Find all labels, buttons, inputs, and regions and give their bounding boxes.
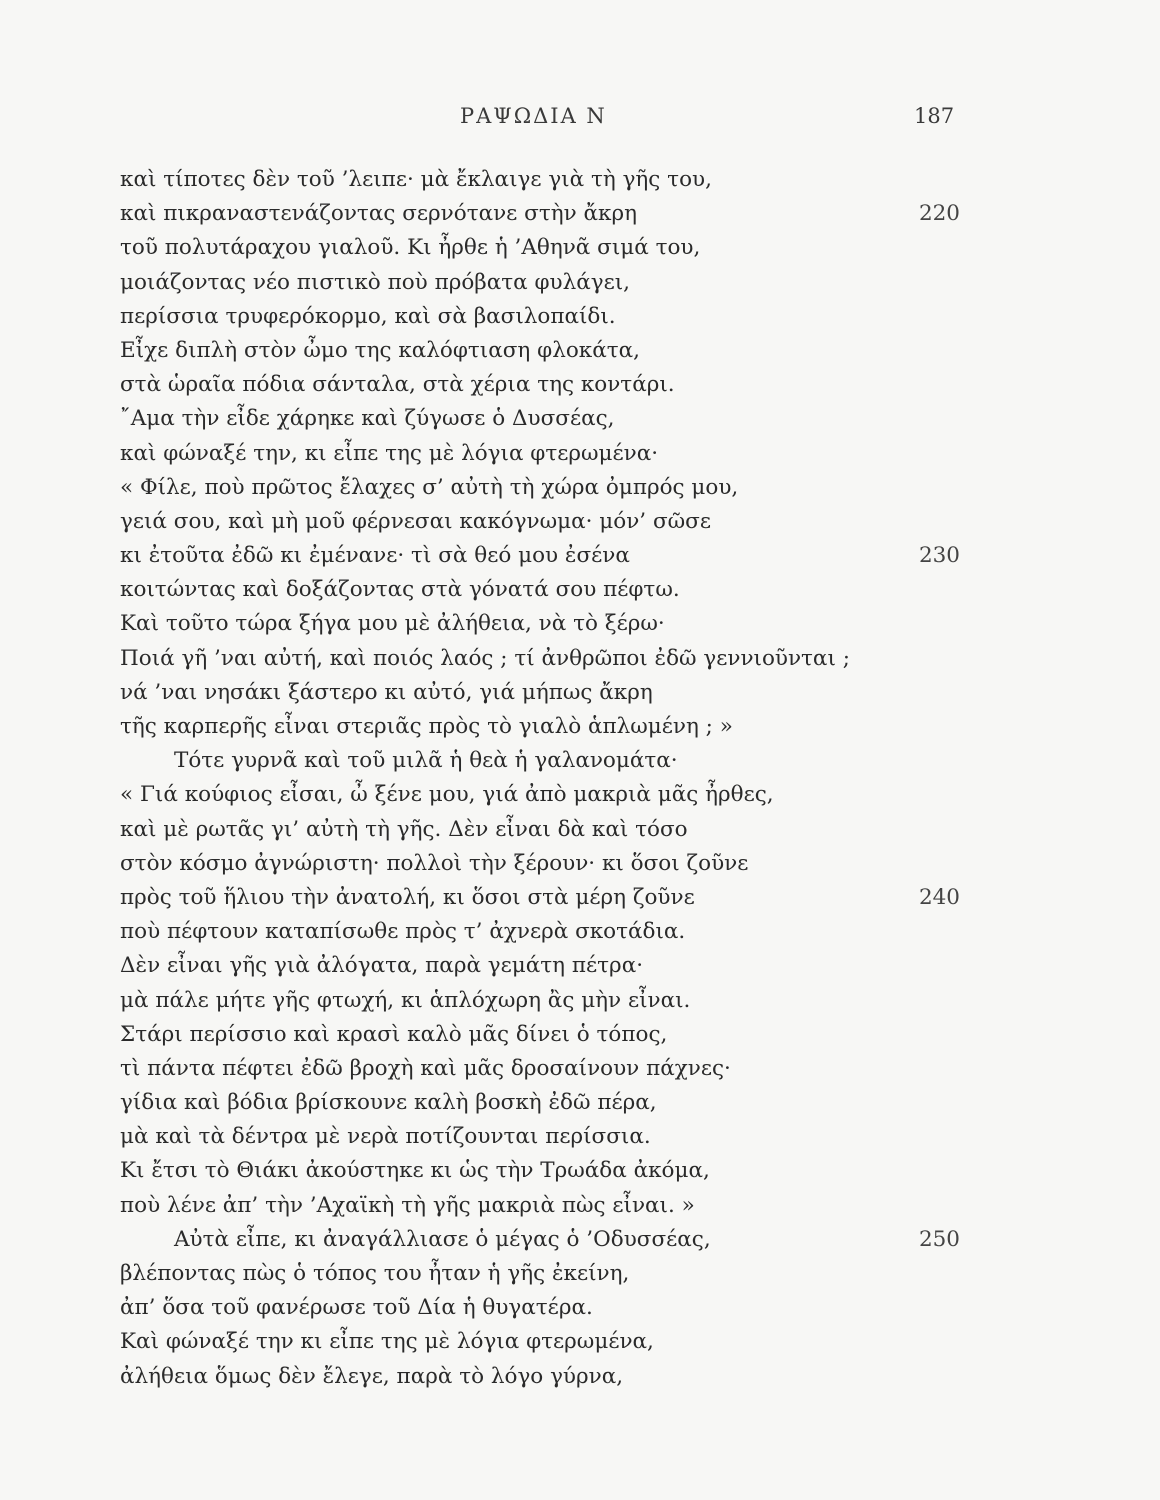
verse-line (120, 197, 960, 231)
verse-line (120, 1154, 960, 1188)
verse-line (120, 813, 960, 847)
verse-line (120, 744, 960, 778)
verse-text: μοιάζοντας νέο πιστικὸ ποὺ πρόβατα φυλάγει, (120, 269, 630, 295)
verse-text: κι ἐτοῦτα ἐδῶ κι ἐμένανε· τὶ σὰ θεό μου ἐσένα (120, 543, 630, 569)
verse-line (120, 539, 960, 573)
verse-text: περίσσια τρυφερόκορμο, καὶ σὰ βασιλοπαίδι. (120, 303, 616, 329)
verse-text: γειά σου, καὶ μὴ μοῦ φέρνεσαι κακόγνωμα· μόν’ σῶσε (120, 508, 711, 534)
page-title: ΡΑΨΩΔΙΑ Ν (460, 104, 607, 128)
verse-text: Στάρι περίσσιο καὶ κρασὶ καλὸ μᾶς δίνει ὁ τόπος, (120, 1021, 668, 1047)
verse-text: ῎Αμα τὴν εἶδε χάρηκε καὶ ζύγωσε ὁ Δυσσέας, (120, 406, 615, 432)
verse-text: Καὶ φώναξέ την κι εἶπε της μὲ λόγια φτερωμένα, (120, 1329, 654, 1355)
verse-line (120, 163, 960, 197)
verse-line (120, 1052, 960, 1086)
line-number: 220 (918, 201, 960, 227)
verse-text: « Φίλε, ποὺ πρῶτος ἔλαχες σ’ αὐτὴ τὴ χώρα ὀμπρός μου, (120, 474, 739, 500)
verse-text: Τότε γυρνᾶ καὶ τοῦ μιλᾶ ἡ θεὰ ἡ γαλανομάτα· (174, 748, 678, 774)
verse-text: στὸν κόσμο ἀγνώριστη· πολλοὶ τὴν ξέρουν· κι ὅσοι ζοῦνε (120, 850, 749, 876)
verse-line (120, 1120, 960, 1154)
verse-text: Κι ἔτσι τὸ Θιάκι ἀκούστηκε κι ὡς τὴν Τρωάδα ἀκόμα, (120, 1158, 710, 1184)
verse-text: βλέποντας πὼς ὁ τόπος του ἦταν ἡ γῆς ἐκείνη, (120, 1261, 630, 1286)
verse-line (120, 1360, 960, 1394)
verse-text: Εἶχε διπλὴ στὸν ὦμο της καλόφτιαση φλοκάτα, (120, 337, 640, 363)
verse-text: καὶ μὲ ρωτᾶς γι’ αὐτὴ τὴ γῆς. Δὲν εἶναι δὰ καὶ τόσο (120, 816, 688, 842)
verse-line (120, 676, 960, 710)
line-number: 250 (918, 1226, 960, 1252)
page-number: 187 (914, 104, 955, 128)
verse-line (120, 1325, 960, 1359)
verse-text: ἀπ’ ὅσα τοῦ φανέρωσε τοῦ Δία ἡ θυγατέρα. (120, 1295, 593, 1321)
verse-line (120, 915, 960, 949)
line-number: 240 (918, 884, 960, 910)
verse-text: Αὐτὰ εἶπε, κι ἀναγάλλιασε ὁ μέγας ὁ ’Οδυσσέας, (174, 1226, 711, 1252)
verse-line (120, 437, 960, 471)
verse-line (120, 1189, 960, 1223)
verse-line (120, 1018, 960, 1052)
verse-line (120, 300, 960, 334)
verse-text: ἀλήθεια ὅμως δὲν ἔλεγε, παρὰ τὸ λόγο γύρνα, (120, 1363, 624, 1389)
verse-line (120, 1257, 960, 1291)
verse-text: μὰ πάλε μήτε γῆς φτωχή, κι ἁπλόχωρη ἂς μὴν εἶναι. (120, 987, 691, 1013)
verse-text: καὶ πικραναστενάζοντας σερνότανε στὴν ἄκρη (120, 201, 637, 227)
verse-line (120, 334, 960, 368)
verse-line (120, 402, 960, 436)
verse-line (120, 505, 960, 539)
verse-text: πρὸς τοῦ ἥλιου τὴν ἀνατολή, κι ὅσοι στὰ μέρη ζοῦνε (120, 884, 695, 910)
verse-text: γίδια καὶ βόδια βρίσκουνε καλὴ βοσκὴ ἐδῶ πέρα, (120, 1090, 657, 1116)
verse-text: καὶ τίποτες δὲν τοῦ ’λειπε· μὰ ἔκλαιγε γιὰ τὴ γῆς του, (120, 167, 712, 192)
verse-line (120, 642, 960, 676)
verse-line (120, 778, 960, 812)
verse-text: Καὶ τοῦτο τώρα ξήγα μου μὲ ἀλήθεια, νὰ τὸ ξέρω· (120, 611, 665, 637)
running-head (0, 104, 1160, 134)
verse-text: στὰ ὡραῖα πόδια σάνταλα, στὰ χέρια της κοντάρι. (120, 372, 675, 398)
verse-text: μὰ καὶ τὰ δέντρα μὲ νερὰ ποτίζουνται περίσσια. (120, 1124, 651, 1150)
verse-text: τὶ πάντα πέφτει ἐδῶ βροχὴ καὶ μᾶς δροσαίνουν πάχνες· (120, 1055, 731, 1081)
verse-text: « Γιά κούφιος εἶσαι, ὦ ξένε μου, γιά ἀπὸ μακριὰ μᾶς ἦρθες, (120, 782, 774, 808)
verse-line (120, 1086, 960, 1120)
verse-line (120, 949, 960, 983)
verse-text: τοῦ πολυτάραχου γιαλοῦ. Κι ἦρθε ἡ ’Αθηνᾶ σιμά του, (120, 235, 701, 261)
verse-line (120, 881, 960, 915)
line-number: 230 (918, 543, 960, 569)
verse-line (120, 607, 960, 641)
verse-line (120, 266, 960, 300)
verse-text: Ποιά γῆ ’ναι αὐτή, καὶ ποιός λαός ; τί ἀνθρῶποι ἐδῶ γεννιοῦνται ; (120, 645, 850, 671)
verse-line (120, 471, 960, 505)
verse-line (120, 710, 960, 744)
verse-text: ποὺ λένε ἀπ’ τὴν ’Αχαϊκὴ τὴ γῆς μακριὰ πὼς εἶναι. » (120, 1192, 695, 1218)
verse-text: κοιτώντας καὶ δοξάζοντας στὰ γόνατά σου πέφτω. (120, 577, 680, 603)
verse-line (120, 231, 960, 265)
verse-text: νά ’ναι νησάκι ξάστερο κι αὐτό, γιά μήπως ἄκρη (120, 679, 653, 705)
verse-line (120, 573, 960, 607)
verse-block (120, 163, 960, 1394)
verse-line (120, 368, 960, 402)
verse-text: Δὲν εἶναι γῆς γιὰ ἀλόγατα, παρὰ γεμάτη πέτρα· (120, 953, 644, 979)
verse-text: καὶ φώναξέ την, κι εἶπε της μὲ λόγια φτερωμένα· (120, 440, 659, 466)
verse-line (120, 847, 960, 881)
verse-text: τῆς καρπερῆς εἶναι στεριᾶς πρὸς τὸ γιαλὸ ἁπλωμένη ; » (120, 714, 733, 739)
verse-line (120, 984, 960, 1018)
verse-line (120, 1291, 960, 1325)
verse-text: ποὺ πέφτουν καταπίσωθε πρὸς τ’ ἀχνερὰ σκοτάδια. (120, 919, 686, 945)
verse-line (120, 1223, 960, 1257)
